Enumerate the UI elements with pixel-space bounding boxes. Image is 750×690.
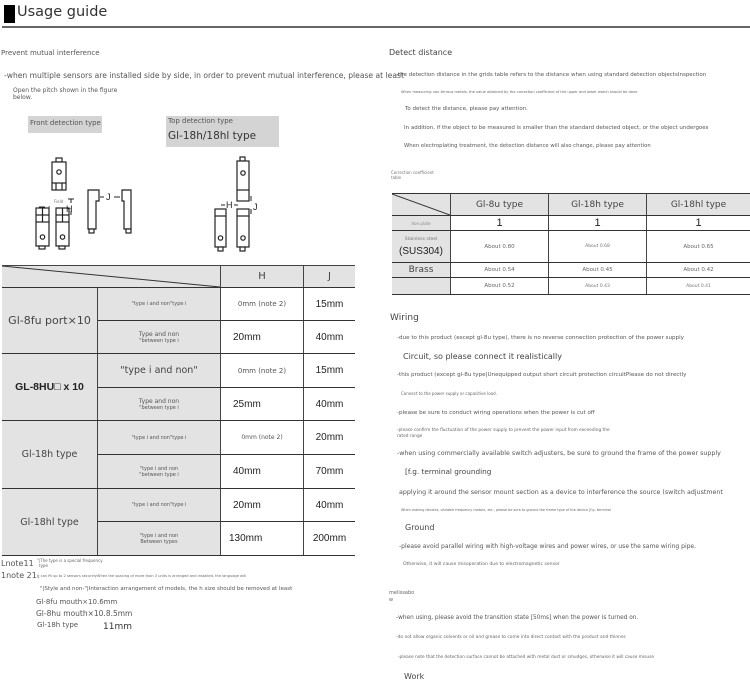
- detect-line-3: To detect the distance, please pay attention.: [405, 106, 528, 112]
- front-detection-label: Front detection type: [28, 116, 102, 133]
- note2-label: 1note 21.: [1, 571, 40, 580]
- section-title-interference: Prevent mutual interference: [1, 49, 100, 57]
- pitch-table: [2, 265, 355, 556]
- table-row: [2, 354, 355, 388]
- arrangement-line: "type i and non: [139, 532, 179, 539]
- table-corner-cell: [392, 194, 451, 216]
- misc-line-4: Work: [404, 672, 425, 681]
- arrangement-line: "type i and non: [139, 465, 179, 472]
- coef-value: About 0.43: [549, 278, 647, 295]
- sensor-body: [237, 209, 249, 247]
- table-row: [392, 278, 750, 295]
- wiring-line-12: Ground: [405, 523, 435, 532]
- wiring-line-7: rated range: [397, 434, 423, 439]
- material-cell: Brass: [392, 263, 451, 278]
- wiring-line-9: [f.g. terminal grounding: [405, 467, 492, 476]
- coef-value: About 0.41: [647, 278, 750, 295]
- j-value: 40mm: [304, 321, 356, 354]
- j-value: 200mm: [304, 522, 356, 556]
- h-value: 0mm (note 2): [221, 421, 304, 455]
- coef-value: 1: [549, 216, 647, 231]
- material-cell: Iron plate: [392, 216, 451, 231]
- arrangement-line: Type and non: [138, 330, 180, 338]
- detect-line-2: When measuring non-ferrous metals, the value obtained by the correction coefficient of the upper and lower watch should be done: [401, 90, 638, 94]
- arrangement-cell: "type i and non"type i: [98, 489, 221, 522]
- h-value: 0mm (note 2): [221, 288, 304, 321]
- note1-text: "|The type is a special frequency: [37, 558, 103, 563]
- coef-value: About 0.68: [549, 231, 647, 263]
- arrangement-cell: [98, 321, 221, 354]
- arrangement-cell: "type i and non"type i: [98, 288, 221, 321]
- note1-text-cont: type: [39, 563, 48, 568]
- material-cell: [392, 231, 451, 263]
- table-row: [392, 231, 750, 263]
- diagonal-line: [392, 194, 450, 216]
- column-header-j: J: [304, 266, 356, 288]
- coef-value: About 0.52: [451, 278, 549, 295]
- detect-line-1: -the detection distance in the grids table refers to the distance when using standard detection objectsInspection: [396, 72, 707, 78]
- wiring-line-3: -this product (except gl-8u type|Unequipped output short circuit protection circuitPlease do not directly: [397, 372, 687, 378]
- coef-value: About 0.65: [647, 231, 750, 263]
- note-item-3-value: 11mm: [103, 622, 132, 632]
- title-divider: [2, 26, 750, 28]
- arrangement-cell: [98, 455, 221, 489]
- misc-line-1: -when using, please avoid the transition state [50ms] when the power is turned on.: [396, 615, 639, 621]
- arrangement-line: Between types: [140, 538, 178, 545]
- h-value: 20mm: [221, 321, 304, 354]
- misc-line-2: -do not allow organic solvents or oil and grease to come into direct contact with the product and thinner.: [396, 635, 627, 640]
- table-row: [2, 489, 355, 522]
- note-item-2: Gl-8hu mouth×10.8.5mm: [36, 609, 133, 618]
- j-value: 40mm: [304, 489, 356, 522]
- h-value: 0mm (note 2): [221, 354, 304, 388]
- h-value: 130mm: [221, 522, 304, 556]
- note1-label: Lnote11: [1, 559, 34, 568]
- model-cell: Gl-18h type: [2, 421, 98, 489]
- material-line: Stainless steel: [404, 236, 438, 242]
- top-detection-model: Gl-18h/18hl type: [168, 130, 257, 142]
- top-detection-box: [166, 116, 279, 147]
- svg-text:I: I: [48, 205, 51, 214]
- correction-coefficient-table: [392, 193, 750, 295]
- note2-continuation: "|Style and non-"|Interaction arrangement of models, the h size should be removed at least: [40, 586, 293, 592]
- model-cell: Gl-8fu port×10: [2, 288, 98, 354]
- j-value: 20mm: [304, 421, 356, 455]
- coef-value: About 0.80: [451, 231, 549, 263]
- coef-value: 1: [451, 216, 549, 231]
- sensor-body: [237, 161, 249, 201]
- column-header: Gl-18hl type: [647, 194, 750, 216]
- note-item-3-label: Gl-18h type: [37, 621, 79, 629]
- misc-line-3: -please note that the detection surface cannot be attached with metal dust or smudges, otherwise it will cause misuse: [398, 655, 654, 660]
- detect-line-5: When electroplating treatment, the detection distance will also change, please pay attention: [404, 143, 651, 149]
- model-cell: Gl-18hl type: [2, 489, 98, 556]
- note2-text: It can fit up to 2 sensors securelyWhen the spacing of more than 3 units is arranged and installed, the language will: [37, 574, 246, 578]
- h-value: 20mm: [221, 489, 304, 522]
- arrangement-cell: [98, 522, 221, 556]
- wiring-line-2: Circuit, so please connect it realistically: [403, 352, 562, 361]
- note-item-1: Gl-8fu mouth×10.6mm: [36, 598, 118, 606]
- j-value: 15mm: [304, 354, 356, 388]
- table-row: [392, 263, 750, 278]
- intro-line-3: below.: [13, 94, 33, 101]
- coef-caption: Correction coefficient: [391, 170, 434, 175]
- detect-distance-title: Detect distance: [389, 48, 453, 57]
- wiring-line-14: Otherwise, it will cause misoperation due to electromagnetic sensor: [403, 562, 560, 567]
- field-label: Field: [54, 199, 64, 204]
- h-dim-label: H: [226, 200, 233, 210]
- intro-line-2: Open the pitch shown in the figure: [13, 87, 118, 94]
- wiring-line-4: Connect to the power supply or capacitive load.: [401, 391, 497, 396]
- intro-line-1: -when multiple sensors are installed side by side, in order to prevent mutual interference, please at least: [4, 71, 404, 80]
- j-value: 40mm: [304, 388, 356, 421]
- wiring-title: Wiring: [390, 313, 419, 323]
- arrangement-line: Type and non: [138, 397, 180, 405]
- wiring-line-5: -please be sure to conduct wiring operations when the power is cut off: [397, 410, 595, 416]
- sensor-body: [88, 190, 99, 229]
- sensor-body: [122, 190, 131, 229]
- wiring-line-11: When making devices, variable frequency motors, etc., please be sure to ground the frame type of the device [f.g. terminal: [401, 508, 611, 512]
- title-marker: [4, 5, 15, 23]
- material-cell: [392, 278, 451, 295]
- wiring-line-8: -when using commercially available switch adjusters, be sure to ground the frame of the power supply: [397, 450, 721, 457]
- h-value: 25mm: [221, 388, 304, 421]
- model-cell: GL-8HU□ x 10: [2, 354, 98, 421]
- wiring-line-13: -please avoid parallel wiring with high-voltage wires and power wires, or use the same wiring pipe.: [399, 543, 697, 550]
- sensor-body: [52, 162, 66, 190]
- table-row: [392, 216, 750, 231]
- j-dim-label: J: [253, 202, 258, 212]
- arrangement-line: "between type i: [139, 471, 179, 478]
- arrangement-cell: "type i and non": [98, 354, 221, 388]
- arrangement-cell: "type i and non"type i: [98, 421, 221, 455]
- column-header: Gl-18h type: [549, 194, 647, 216]
- misc-title-cont: w: [389, 597, 394, 603]
- arrangement-line: "between type i: [139, 337, 179, 344]
- misc-title: melissabo: [389, 590, 415, 596]
- wiring-line-6: -please confirm the fluctuation of the power supply to prevent the power input from exceeding the: [397, 428, 610, 433]
- top-detection-diagram: [205, 152, 270, 252]
- top-detection-label: Top detection type: [168, 117, 233, 125]
- arrangement-cell: [98, 388, 221, 421]
- diagonal-line: [2, 266, 220, 288]
- sensor-body: [215, 209, 226, 247]
- page-title: Usage guide: [17, 4, 108, 20]
- wiring-line-10: applying it around the sensor mount section as a device to interference the source (switch adjustment: [399, 489, 723, 496]
- coef-value: 1: [647, 216, 750, 231]
- table-row: [2, 288, 355, 321]
- column-header-h: H: [221, 266, 304, 288]
- j-dim-label: J: [106, 192, 111, 202]
- sensor-connector: [56, 158, 62, 162]
- detect-line-4: In addition, if the object to be measured is smaller than the standard detected object, or the object undergoes: [404, 125, 709, 131]
- coef-value: About 0.54: [451, 263, 549, 278]
- arrangement-line: "between type i: [139, 404, 179, 411]
- column-header: Gl-8u type: [451, 194, 549, 216]
- h-dim-label: H: [66, 204, 73, 214]
- front-detection-diagram: [30, 155, 140, 250]
- j-value: 70mm: [304, 455, 356, 489]
- wiring-line-1: -due to this product (except gl-8u type), there is no reverse connection protection of the power supply: [397, 335, 684, 341]
- coef-value: About 0.42: [647, 263, 750, 278]
- coef-caption-cont: table: [391, 175, 402, 180]
- table-corner-cell: [2, 266, 221, 288]
- coef-value: About 0.45: [549, 263, 647, 278]
- material-line: (SUS304): [399, 245, 443, 257]
- table-row: [2, 421, 355, 455]
- h-value: 40mm: [221, 455, 304, 489]
- j-value: 15mm: [304, 288, 356, 321]
